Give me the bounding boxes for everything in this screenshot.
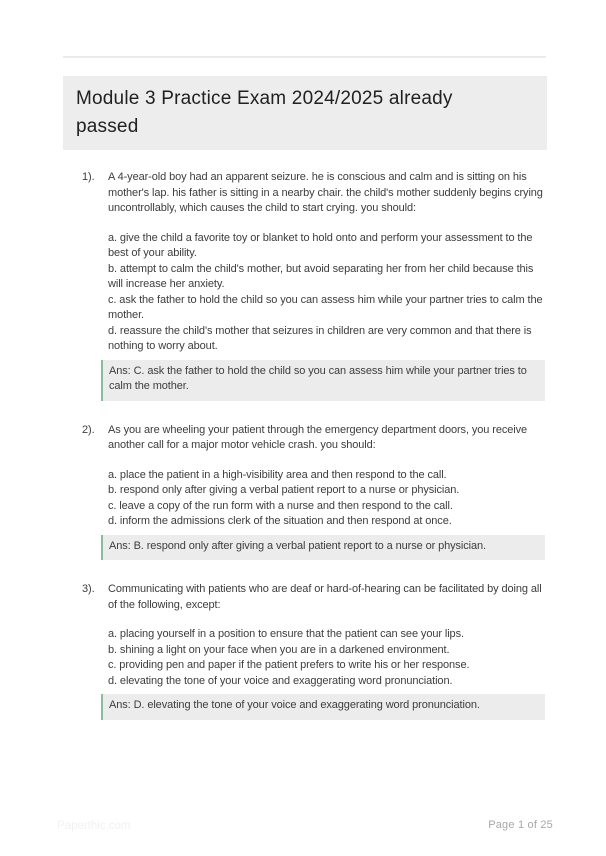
question-item bbox=[82, 170, 545, 401]
page-number: Page 1 of 25 bbox=[488, 819, 553, 831]
option-item: c. providing pen and paper if the patient prefers to write his or her response. bbox=[108, 659, 470, 671]
option-item: a. placing yourself in a position to ensure that the patient can see your lips. bbox=[108, 628, 464, 640]
question-number: 2). bbox=[82, 423, 95, 436]
question-item bbox=[82, 582, 545, 720]
question-text: A 4-year-old boy had an apparent seizure. he is conscious and calm and is sitting on his mother's lap. his father is sitting in a nearby chair. the child's mother suddenly begins crying uncontrollably, which causes the child to start crying. you should: bbox=[108, 171, 543, 214]
title-box bbox=[63, 76, 547, 150]
answer-box bbox=[101, 694, 545, 720]
page-title: Module 3 Practice Exam 2024/2025 already passed bbox=[76, 88, 453, 137]
watermark-text: Paperthic.com bbox=[57, 820, 131, 832]
document-page bbox=[0, 56, 606, 832]
question-number: 3). bbox=[82, 583, 95, 595]
options-list bbox=[108, 468, 545, 530]
answer-box bbox=[101, 360, 545, 401]
option-item: d. inform the admissions clerk of the situation and then respond at once. bbox=[108, 515, 452, 527]
question-text: As you are wheeling your patient through the emergency department doors, you receive another call for a major motor vehicle crash. you should: bbox=[108, 423, 528, 451]
option-item: c. leave a copy of the run form with a nurse and then respond to the call. bbox=[108, 499, 453, 512]
option-item: d. reassure the child's mother that seizures in children are very common and that there is nothing to worry about. bbox=[108, 324, 532, 352]
option-item: a. place the patient in a high-visibility area and then respond to the call. bbox=[108, 468, 447, 481]
options-list bbox=[108, 627, 545, 689]
question-text: Communicating with patients who are deaf or hard-of-hearing can be facilitated by doing all of the following, except: bbox=[108, 583, 542, 611]
header-divider bbox=[63, 56, 546, 58]
question-number: 1). bbox=[82, 171, 95, 183]
option-item: b. shining a light on your face when you are in a darkened environment. bbox=[108, 643, 450, 656]
option-item: b. attempt to calm the child's mother, but avoid separating her from her child because this will increase her anxiety. bbox=[108, 262, 534, 290]
answer-box bbox=[101, 535, 545, 561]
answer-text: Ans: C. ask the father to hold the child so you can assess him while your partner tries to calm the mother. bbox=[109, 364, 527, 392]
option-item: d. elevating the tone of your voice and exaggerating word pronunciation. bbox=[108, 674, 453, 687]
answer-text: Ans: B. respond only after giving a verbal patient report to a nurse or physician. bbox=[109, 539, 487, 552]
options-list bbox=[108, 231, 545, 355]
option-item: c. ask the father to hold the child so you can assess him while your partner tries to calm the mother. bbox=[108, 293, 543, 321]
question-item bbox=[82, 423, 545, 561]
questions-list bbox=[82, 170, 545, 720]
answer-text: Ans: D. elevating the tone of your voice and exaggerating word pronunciation. bbox=[109, 699, 480, 711]
option-item: b. respond only after giving a verbal patient report to a nurse or physician. bbox=[108, 484, 460, 496]
option-item: a. give the child a favorite toy or blanket to hold onto and perform your assessment to the best of your ability. bbox=[108, 231, 533, 259]
